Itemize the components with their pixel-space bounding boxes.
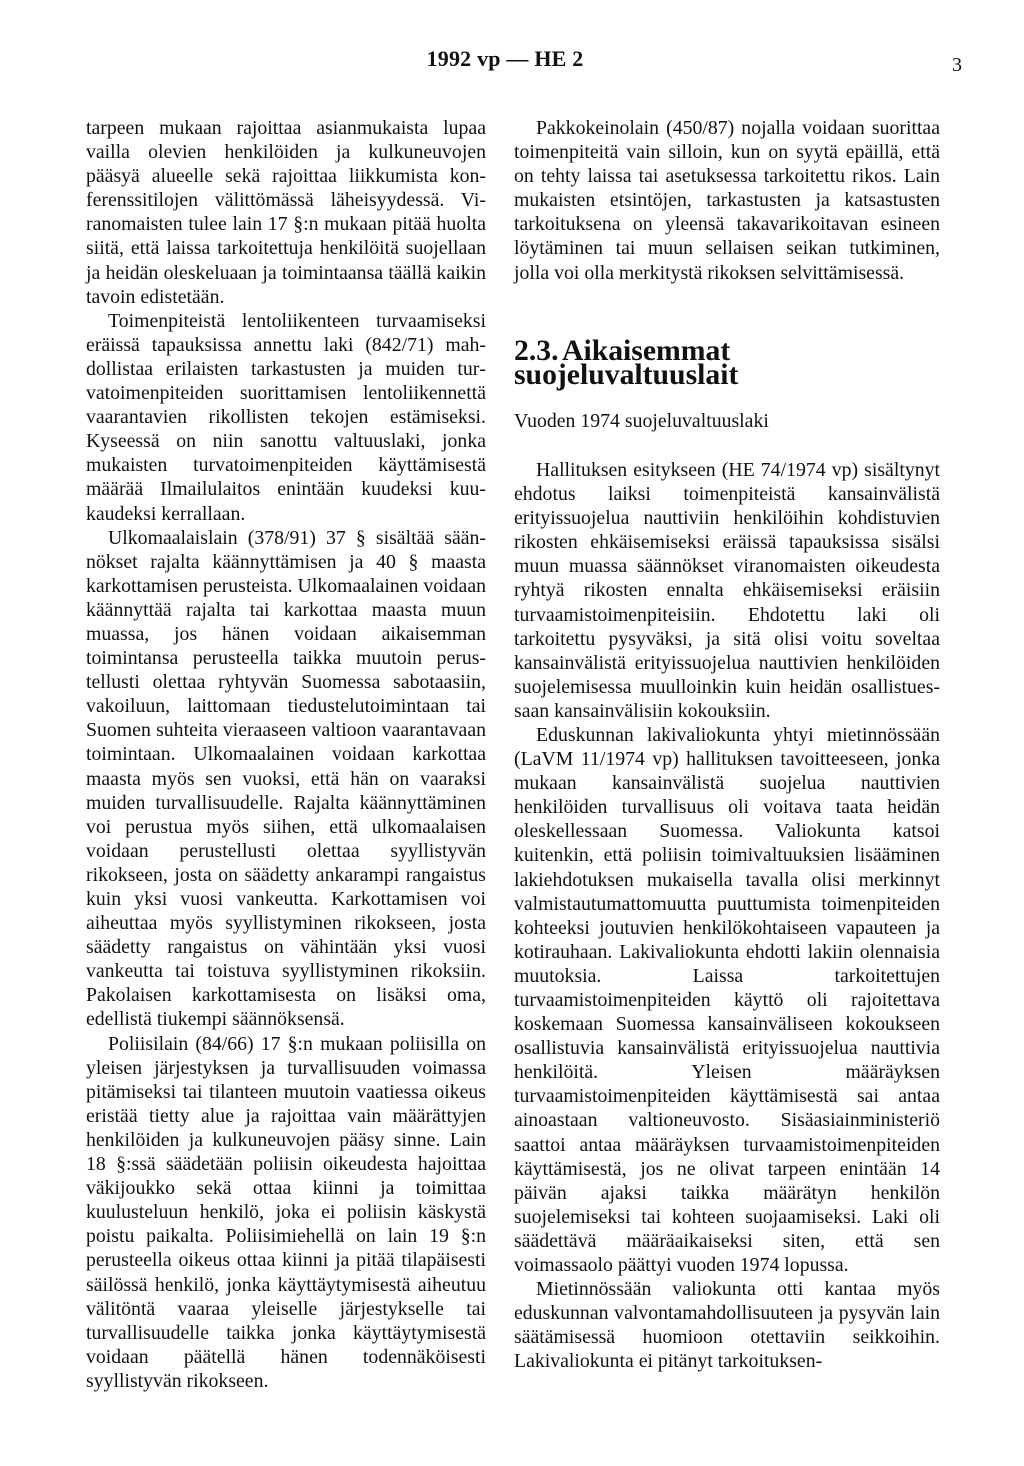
paragraph: tarpeen mukaan rajoittaa asianmukaista lupaa vailla olevien henkilöiden ja kulkuneuvojen pääsyä alueelle sekä rajoittaa liikkumista konferenssitilojen välittömässä läheisyydessä. Viranomaisten tulee lain 17 §:n mukaan pitää huolta siitä, että laissa tarkoitettuja henkilöitä suojellaan ja heidän oleskeluaan ja toimintaansa täällä kaikin tavoin edistetään. bbox=[86, 117, 486, 308]
paragraph: Eduskunnan lakivaliokunta yhtyi mietinnössään (LaVM 11/1974 vp) hallituksen tavoitteeseen, jonka mukaan kansainvälistä suojelua nauttivien henkilöiden turvallisuus oli voitava taata heidän oleskellessaan Suomessa. Valiokunta katsoi kuitenkin, että poliisin toimivaltuuksien lisääminen lakiehdotuksen mukaisella tavalla olisi merkinnyt valmistautumattomuutta puuttumista toimenpiteiden kohteeksi joutuvien henkilökohtaiseen vapauteen ja kotirauhaan. Lakivaliokunta ehdotti lakiin olennaisia muutoksia. Laissa tarkoitettujen turvaamistoimenpiteiden käyttö oli rajoitettava koskemaan Suomessa kansainväliseen kokoukseen osallistuvia kansainvälistä erityissuojelua nauttivia henkilöitä. Yleisen määräyksen turvaamistoimenpiteiden käyttämisestä sai antaa ainoastaan valtioneuvosto. Sisäasiainministeriö saattoi antaa määräyksen turvaamistoimenpiteiden käyttämisestä, jos ne olivat tarpeen enintään 14 päivän ajaksi taikka määrätyn henkilön suojelemiseksi tai kohteen suojaamiseksi. Laki oli säädettävä määräaikaiseksi siten, että sen voimassaolo päättyi vuoden 1974 lopussa. bbox=[514, 723, 940, 1277]
left-column bbox=[86, 116, 486, 1393]
paragraph: Poliisilain (84/66) 17 §:n mukaan poliisilla on yleisen järjestyksen ja turvallisuuden voimassa pitämiseksi tai tilanteen muutoin vaatiessa oikeus eristää tietty alue ja rajoittaa vain määrättyjen henkilöiden ja kulkuneuvojen pääsy sinne. Lain 18 §:ssä säädetään poliisin oikeudesta hajoittaa väkijoukko sekä ottaa kiinni ja toimittaa kuulusteluun henkilö, joka ei poliisin käskystä poistu paikalta. Poliisimiehellä on lain 19 §:n perusteella oikeus ottaa kiinni ja pitää tilapäisesti säilössä henkilö, jonka käyttäytymisestä aiheutuu välitöntä vaaraa yleiselle järjestykselle tai turvallisuudelle taikka jonka käyttäytymisestä voidaan päätellä hänen todennäköisesti syyllistyvän rikokseen. bbox=[86, 1032, 486, 1392]
paragraph: Toimenpiteistä lentoliikenteen turvaamiseksi eräissä tapauksissa annettu laki (842/71) mahdollistaa erilaisten tarkastusten ja muiden turvatoimenpiteiden suorittamisen lentoliikennettä vaarantavien rikollisten tekojen estämiseksi. Kyseessä on niin sanottu valtuuslaki, jonka mukaisten turvatoimenpiteiden käyttämisestä määrää Ilmailulaitos enintään kuudeksi kuukaudeksi kerrallaan. bbox=[86, 309, 486, 525]
section-title: Aikaisemmat suojeluvaltuuslait bbox=[514, 334, 739, 391]
paragraph: Hallituksen esitykseen (HE 74/1974 vp) sisältynyt ehdotus laiksi toimenpiteistä kansainvälistä erityissuojelua nauttiviin henkilöihin kohdistuvien rikosten ehkäisemiseksi eräissä tapauksissa sisälsi muun muassa säännökset viranomaisten oikeudesta ryhtyä rikosten ennalta ehkäisemiseksi eräisiin turvaamistoimenpiteisiin. Ehdotettu laki oli tarkoitettu pysyväksi, ja sitä olisi voitu soveltaa kansainvälistä erityissuojelua nauttivien henkilöiden suojelemisessa muulloinkin kuin heidän osallistuessaan kansainvälisiin kokouksiin. bbox=[514, 458, 940, 722]
section-number: 2.3. bbox=[514, 334, 559, 367]
paragraph: Pakkokeinolain (450/87) nojalla voidaan suorittaa toimenpiteitä vain silloin, kun on syytä epäillä, että on tehty laissa tai asetuksessa tarkoitettu rikos. Lain mukaisten etsintöjen, tarkastusten ja katsastusten tarkoituksena on yleensä takavarikoitavan esineen löytäminen tai muun sellaisen seikan tutkiminen, jolla voi olla merkitystä rikoksen selvittämisessä. bbox=[514, 117, 940, 284]
running-head: 1992 vp — HE 2 bbox=[426, 46, 584, 71]
subheading: Vuoden 1974 suojeluvaltuuslaki bbox=[514, 409, 769, 432]
paragraph: Mietinnössään valiokunta otti kantaa myös eduskunnan valvontamahdollisuuteen ja pysyvän lain säätämisessä huomioon otettaviin seikkoihin. Lakivaliokunta ei pitänyt tarkoituksen- bbox=[514, 1278, 940, 1373]
right-column bbox=[514, 116, 940, 1374]
page-number: 3 bbox=[952, 54, 962, 76]
section-heading bbox=[514, 334, 940, 391]
paragraph: Ulkomaalaislain (378/91) 37 § sisältää säännökset rajalta käännyttämisen ja 40 § maasta karkottamisen perusteista. Ulkomaalainen voidaan käännyttää rajalta tai karkottaa maasta muun muassa, jos hänen voidaan aikaisemman toimintansa perusteella taikka muutoin perustellusti olettaa ryhtyvän Suomessa sabotaasiin, vakoiluun, laittomaan tiedustelutoimintaan tai Suomen suhteita vieraaseen valtioon vaarantavaan toimintaan. Ulkomaalainen voidaan karkottaa maasta myös sen vuoksi, että hän on vaaraksi muiden turvallisuudelle. Rajalta käännyttäminen voi perustua myös siihen, että ulkomaalaisen voidaan perustellusti olettaa syyllistyvän rikokseen, josta on säädetty ankarampi rangaistus kuin yksi vuosi vankeutta. Karkottamisen voi aiheuttaa myös syyllistyminen rikokseen, josta säädetty rangaistus on vähintään yksi vuosi vankeutta tai toistuva syyllistyminen rikoksiin. Pakolaisen karkottamisesta on lisäksi oma, edellistä tiukempi säännöksensä. bbox=[86, 526, 486, 1031]
